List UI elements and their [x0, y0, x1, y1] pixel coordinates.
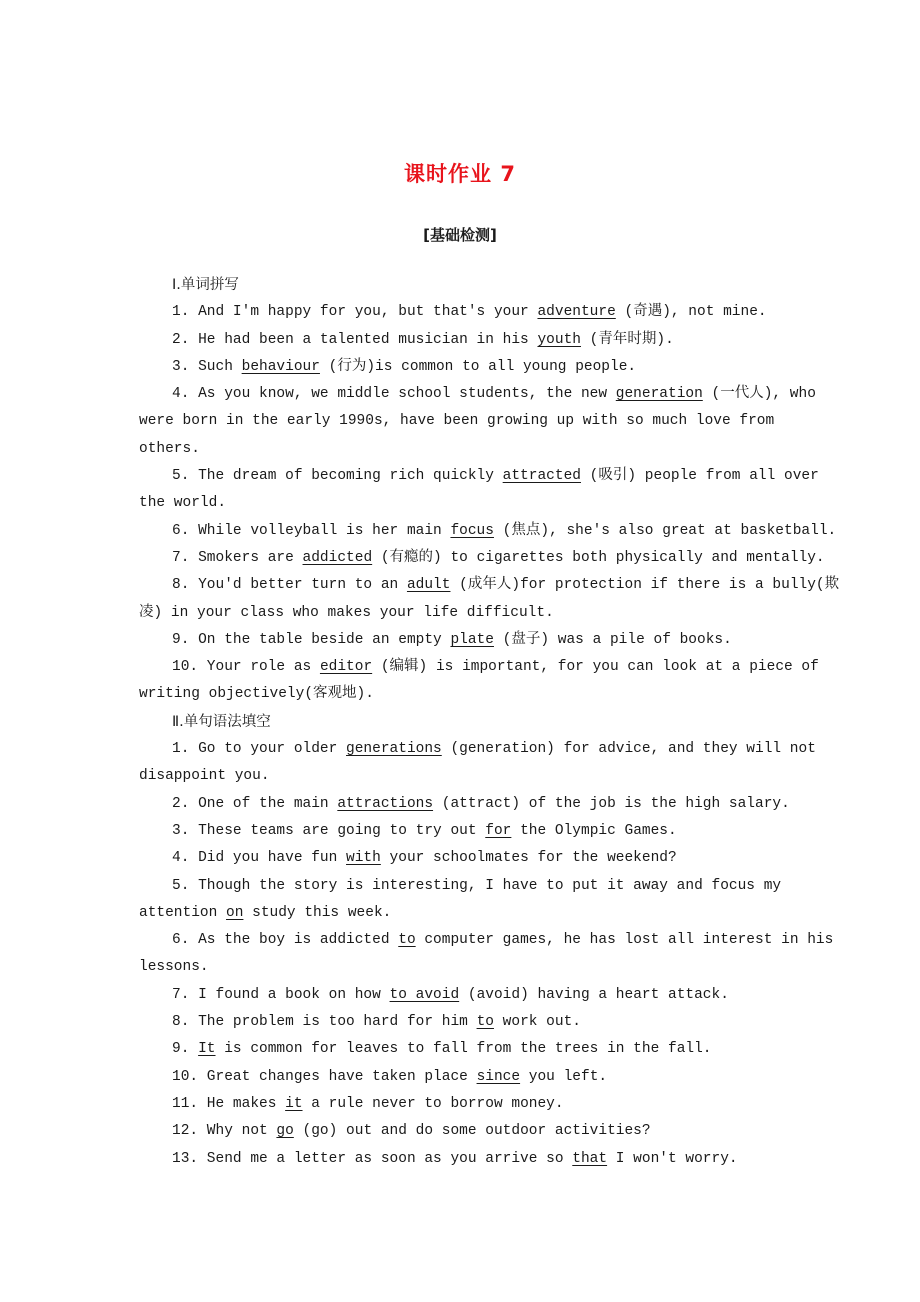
exercise-item	[139, 463, 841, 518]
exercise-body	[139, 272, 841, 1173]
item-suffix: I won't worry.	[607, 1150, 738, 1167]
item-prefix: 2. He had been a talented musician in his	[172, 331, 538, 348]
item-suffix: (一代人), who were born in the early 1990s, have been growing up with so much love from others.	[139, 386, 816, 457]
exercise-item	[139, 791, 841, 818]
exercise-item	[139, 518, 841, 545]
answer-blank: for	[485, 822, 512, 839]
answer-blank: generations	[346, 741, 442, 758]
item-suffix: your schoolmates for the weekend?	[380, 850, 677, 867]
answer-blank: attractions	[337, 795, 434, 812]
item-suffix: you left.	[520, 1068, 608, 1085]
exercise-item	[139, 354, 841, 381]
item-prefix: 13. Send me a letter as soon as you arrive so	[172, 1150, 573, 1167]
answer-blank: adventure	[537, 304, 616, 321]
item-prefix: 1. And I'm happy for you, but that's your	[172, 304, 538, 321]
exercise-item	[139, 982, 841, 1009]
section-label: [基础检测]	[423, 226, 497, 244]
item-prefix: 7. Smokers are	[172, 549, 303, 566]
answer-blank: behaviour	[241, 358, 320, 375]
answer-blank: it	[285, 1095, 303, 1112]
item-prefix: 3. Such	[172, 358, 242, 375]
answer-blank: that	[572, 1150, 608, 1167]
exercise-item	[139, 1009, 841, 1036]
item-suffix: (avoid) having a heart attack.	[459, 986, 729, 1003]
item-suffix: (编辑) is important, for you can look at a piece of writing objectively(客观地).	[139, 659, 819, 703]
item-prefix: 9. On the table beside an empty	[172, 631, 451, 648]
section1-list	[139, 299, 841, 708]
item-suffix: (盘子) was a pile of books.	[493, 631, 732, 648]
exercise-item	[139, 299, 841, 326]
answer-blank: adult	[406, 577, 451, 594]
item-suffix: (attract) of the job is the high salary.	[433, 795, 790, 812]
exercise-item	[139, 736, 841, 791]
answer-blank: to	[476, 1014, 494, 1031]
item-suffix: work out.	[493, 1014, 581, 1031]
item-prefix: 8. The problem is too hard for him	[172, 1014, 477, 1031]
answer-blank: to	[398, 932, 416, 949]
answer-blank: since	[476, 1068, 521, 1085]
item-prefix: 7. I found a book on how	[172, 986, 390, 1003]
exercise-item	[139, 873, 841, 928]
item-suffix: (奇遇), not mine.	[615, 304, 767, 321]
exercise-item	[139, 1036, 841, 1063]
answer-blank: to avoid	[389, 986, 460, 1003]
answer-blank: focus	[450, 522, 494, 539]
item-suffix: (generation) for advice, and they will not disappoint you.	[139, 741, 816, 785]
section1-heading: Ⅰ.单词拼写	[172, 277, 239, 293]
exercise-item	[139, 845, 841, 872]
exercise-item	[139, 381, 841, 463]
answer-blank: plate	[450, 631, 494, 648]
item-prefix: 1. Go to your older	[172, 741, 347, 758]
item-prefix: 3. These teams are going to try out	[172, 822, 486, 839]
exercise-item	[139, 1064, 841, 1091]
section2-list	[139, 736, 841, 1173]
item-prefix: 6. While volleyball is her main	[172, 522, 451, 539]
page-title: 课时作业 7	[404, 162, 516, 186]
item-suffix: computer games, he has lost all interest in his lessons.	[139, 932, 834, 976]
exercise-item	[139, 818, 841, 845]
item-prefix: 5. Though the story is interesting, I have to put it away and focus my attention	[139, 877, 782, 921]
item-suffix: the Olympic Games.	[511, 822, 677, 839]
item-suffix: study this week.	[243, 904, 392, 921]
item-prefix: 12. Why not	[172, 1123, 277, 1140]
exercise-item	[139, 572, 841, 627]
item-suffix: (行为)is common to all young people.	[319, 358, 637, 375]
exercise-item	[139, 654, 841, 709]
item-suffix: (焦点), she's also great at basketball.	[493, 522, 837, 539]
answer-blank: attracted	[502, 468, 581, 485]
item-prefix: 2. One of the main	[172, 795, 338, 812]
item-prefix: 6. As the boy is addicted	[172, 932, 399, 949]
item-suffix: (吸引) people from all over the world.	[139, 468, 819, 512]
item-prefix: 4. As you know, we middle school students, the new	[172, 386, 616, 403]
section2-heading: Ⅱ.单句语法填空	[172, 713, 271, 730]
answer-blank: on	[226, 904, 244, 921]
item-suffix: (有瘾的) to cigarettes both physically and mentally.	[372, 549, 825, 566]
item-prefix: 8. You'd better turn to an	[172, 577, 407, 594]
answer-blank: generation	[615, 386, 703, 403]
exercise-item	[139, 627, 841, 654]
exercise-item	[139, 927, 841, 982]
item-prefix: 4. Did you have fun	[172, 850, 347, 867]
answer-blank: youth	[537, 331, 581, 348]
answer-blank: editor	[319, 659, 373, 676]
answer-blank: It	[198, 1041, 216, 1058]
answer-blank: go	[276, 1123, 294, 1140]
exercise-item	[139, 1146, 841, 1173]
item-suffix: a rule never to borrow money.	[302, 1095, 564, 1112]
answer-blank: with	[346, 850, 381, 867]
item-prefix: 11. He makes	[172, 1095, 286, 1112]
exercise-item	[139, 1118, 841, 1145]
item-suffix: (青年时期).	[580, 331, 674, 348]
item-prefix: 5. The dream of becoming rich quickly	[172, 468, 503, 485]
item-suffix: is common for leaves to fall from the trees in the fall.	[215, 1041, 712, 1058]
exercise-item	[139, 1091, 841, 1118]
answer-blank: addicted	[302, 549, 373, 566]
item-prefix: 10. Your role as	[172, 659, 320, 676]
item-suffix: (go) out and do some outdoor activities?	[293, 1123, 651, 1140]
item-suffix: (成年人)for protection if there is a bully(欺凌) in your class who makes your life difficult.	[139, 577, 840, 621]
exercise-item	[139, 545, 841, 572]
exercise-item	[139, 327, 841, 354]
item-prefix: 9.	[172, 1041, 199, 1058]
item-prefix: 10. Great changes have taken place	[172, 1068, 477, 1085]
